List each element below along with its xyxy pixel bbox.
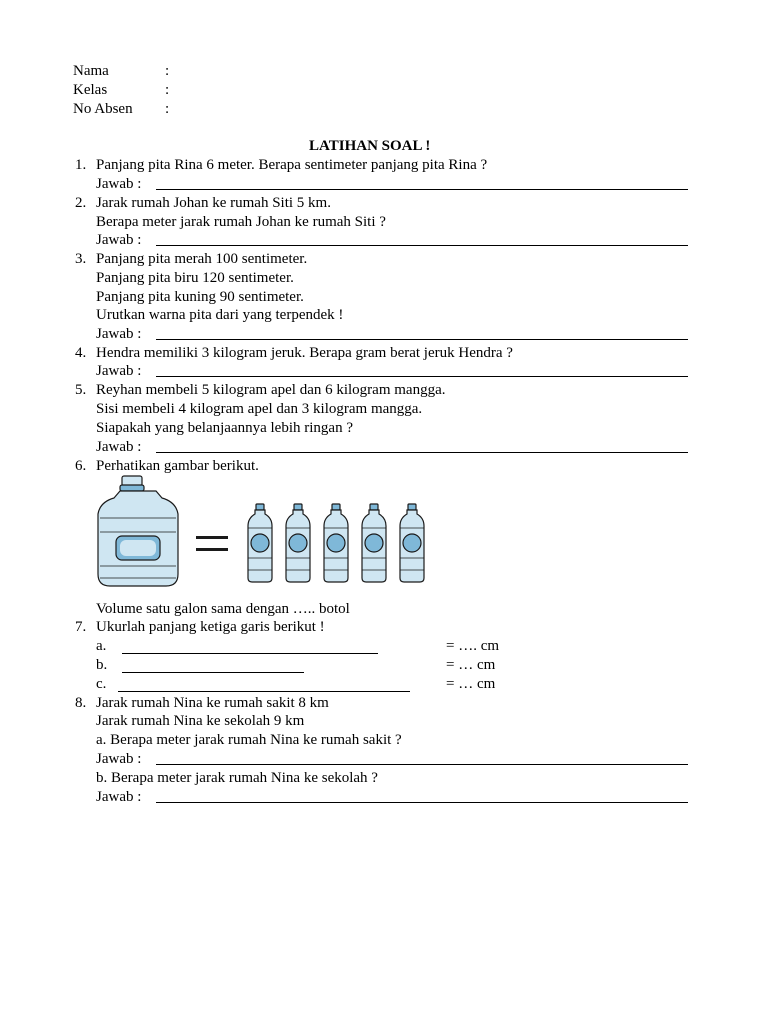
q5-answer-label: Jawab : [96, 439, 142, 455]
q7c-result: = … cm [446, 676, 496, 692]
q7c-label: c. [96, 676, 107, 692]
class-label: Kelas [73, 82, 108, 98]
q5-line1: Reyhan membeli 5 kilogram apel dan 6 kilogram mangga. [96, 382, 446, 398]
q6-text: Perhatikan gambar berikut. [96, 458, 259, 474]
q7b-result: = … cm [446, 657, 496, 673]
absen-label: No Absen [73, 101, 133, 117]
q2-line1: Jarak rumah Johan ke rumah Siti 5 km. [96, 195, 331, 211]
q8a-answer-label: Jawab : [96, 751, 142, 767]
q8-sub-b: b. Berapa meter jarak rumah Nina ke sekolah ? [96, 770, 378, 786]
q2-line2: Berapa meter jarak rumah Johan ke rumah Siti ? [96, 214, 386, 230]
q7a-result: = …. cm [446, 638, 500, 654]
q3-line3: Panjang pita kuning 90 sentimeter. [96, 289, 304, 305]
q4-answer-label: Jawab : [96, 363, 142, 379]
q7a-label: a. [96, 638, 107, 654]
q6-volume-text: Volume satu galon sama dengan ….. botol [96, 601, 350, 617]
q5-line3: Siapakah yang belanjaannya lebih ringan ? [96, 420, 353, 436]
water-bottle-icon [324, 504, 348, 582]
q2-answer-line[interactable] [156, 245, 688, 246]
q8a-answer-line[interactable] [156, 764, 688, 765]
q3-line4: Urutkan warna pita dari yang terpendek ! [96, 307, 344, 323]
q8b-answer-line[interactable] [156, 802, 688, 803]
absen-colon: : [165, 101, 170, 117]
q7a-measure-line [122, 653, 378, 654]
q8-sub-a: a. Berapa meter jarak rumah Nina ke rumah sakit ? [96, 732, 402, 748]
q4-text: Hendra memiliki 3 kilogram jeruk. Berapa gram berat jeruk Hendra ? [96, 345, 513, 361]
q5-answer-line[interactable] [156, 452, 688, 453]
q5-line2: Sisi membeli 4 kilogram apel dan 3 kilogram mangga. [96, 401, 423, 417]
water-bottle-icon [400, 504, 424, 582]
q1-text: Panjang pita Rina 6 meter. Berapa sentimeter panjang pita Rina ? [96, 157, 488, 173]
q8-line1: Jarak rumah Nina ke rumah sakit 8 km [96, 695, 329, 711]
q4-number: 4. [75, 345, 87, 361]
q2-answer-label: Jawab : [96, 232, 142, 248]
q8-line2: Jarak rumah Nina ke sekolah 9 km [96, 713, 305, 729]
name-colon: : [165, 63, 170, 79]
q7b-measure-line [122, 672, 304, 673]
q3-line2: Panjang pita biru 120 sentimeter. [96, 270, 294, 286]
q8-number: 8. [75, 695, 87, 711]
gallon-bottles-illustration [92, 474, 432, 588]
q6-number: 6. [75, 458, 87, 474]
q3-answer-label: Jawab : [96, 326, 142, 342]
q8b-answer-label: Jawab : [96, 789, 142, 805]
bottles-group [248, 504, 424, 582]
q2-number: 2. [75, 195, 87, 211]
q4-answer-line[interactable] [156, 376, 688, 377]
water-bottle-icon [248, 504, 272, 582]
equals-sign [196, 536, 228, 551]
worksheet-title: LATIHAN SOAL ! [309, 138, 431, 154]
name-label: Nama [73, 63, 109, 79]
q3-number: 3. [75, 251, 87, 267]
class-colon: : [165, 82, 170, 98]
water-bottle-icon [362, 504, 386, 582]
water-bottle-icon [286, 504, 310, 582]
q3-answer-line[interactable] [156, 339, 688, 340]
q5-number: 5. [75, 382, 87, 398]
q7-number: 7. [75, 619, 87, 635]
q1-number: 1. [75, 157, 87, 173]
water-gallon-icon [98, 476, 178, 586]
q7b-label: b. [96, 657, 108, 673]
q3-line1: Panjang pita merah 100 sentimeter. [96, 251, 308, 267]
q1-answer-line[interactable] [156, 189, 688, 190]
q7-text: Ukurlah panjang ketiga garis berikut ! [96, 619, 325, 635]
q7c-measure-line [118, 691, 410, 692]
q1-answer-label: Jawab : [96, 176, 142, 192]
